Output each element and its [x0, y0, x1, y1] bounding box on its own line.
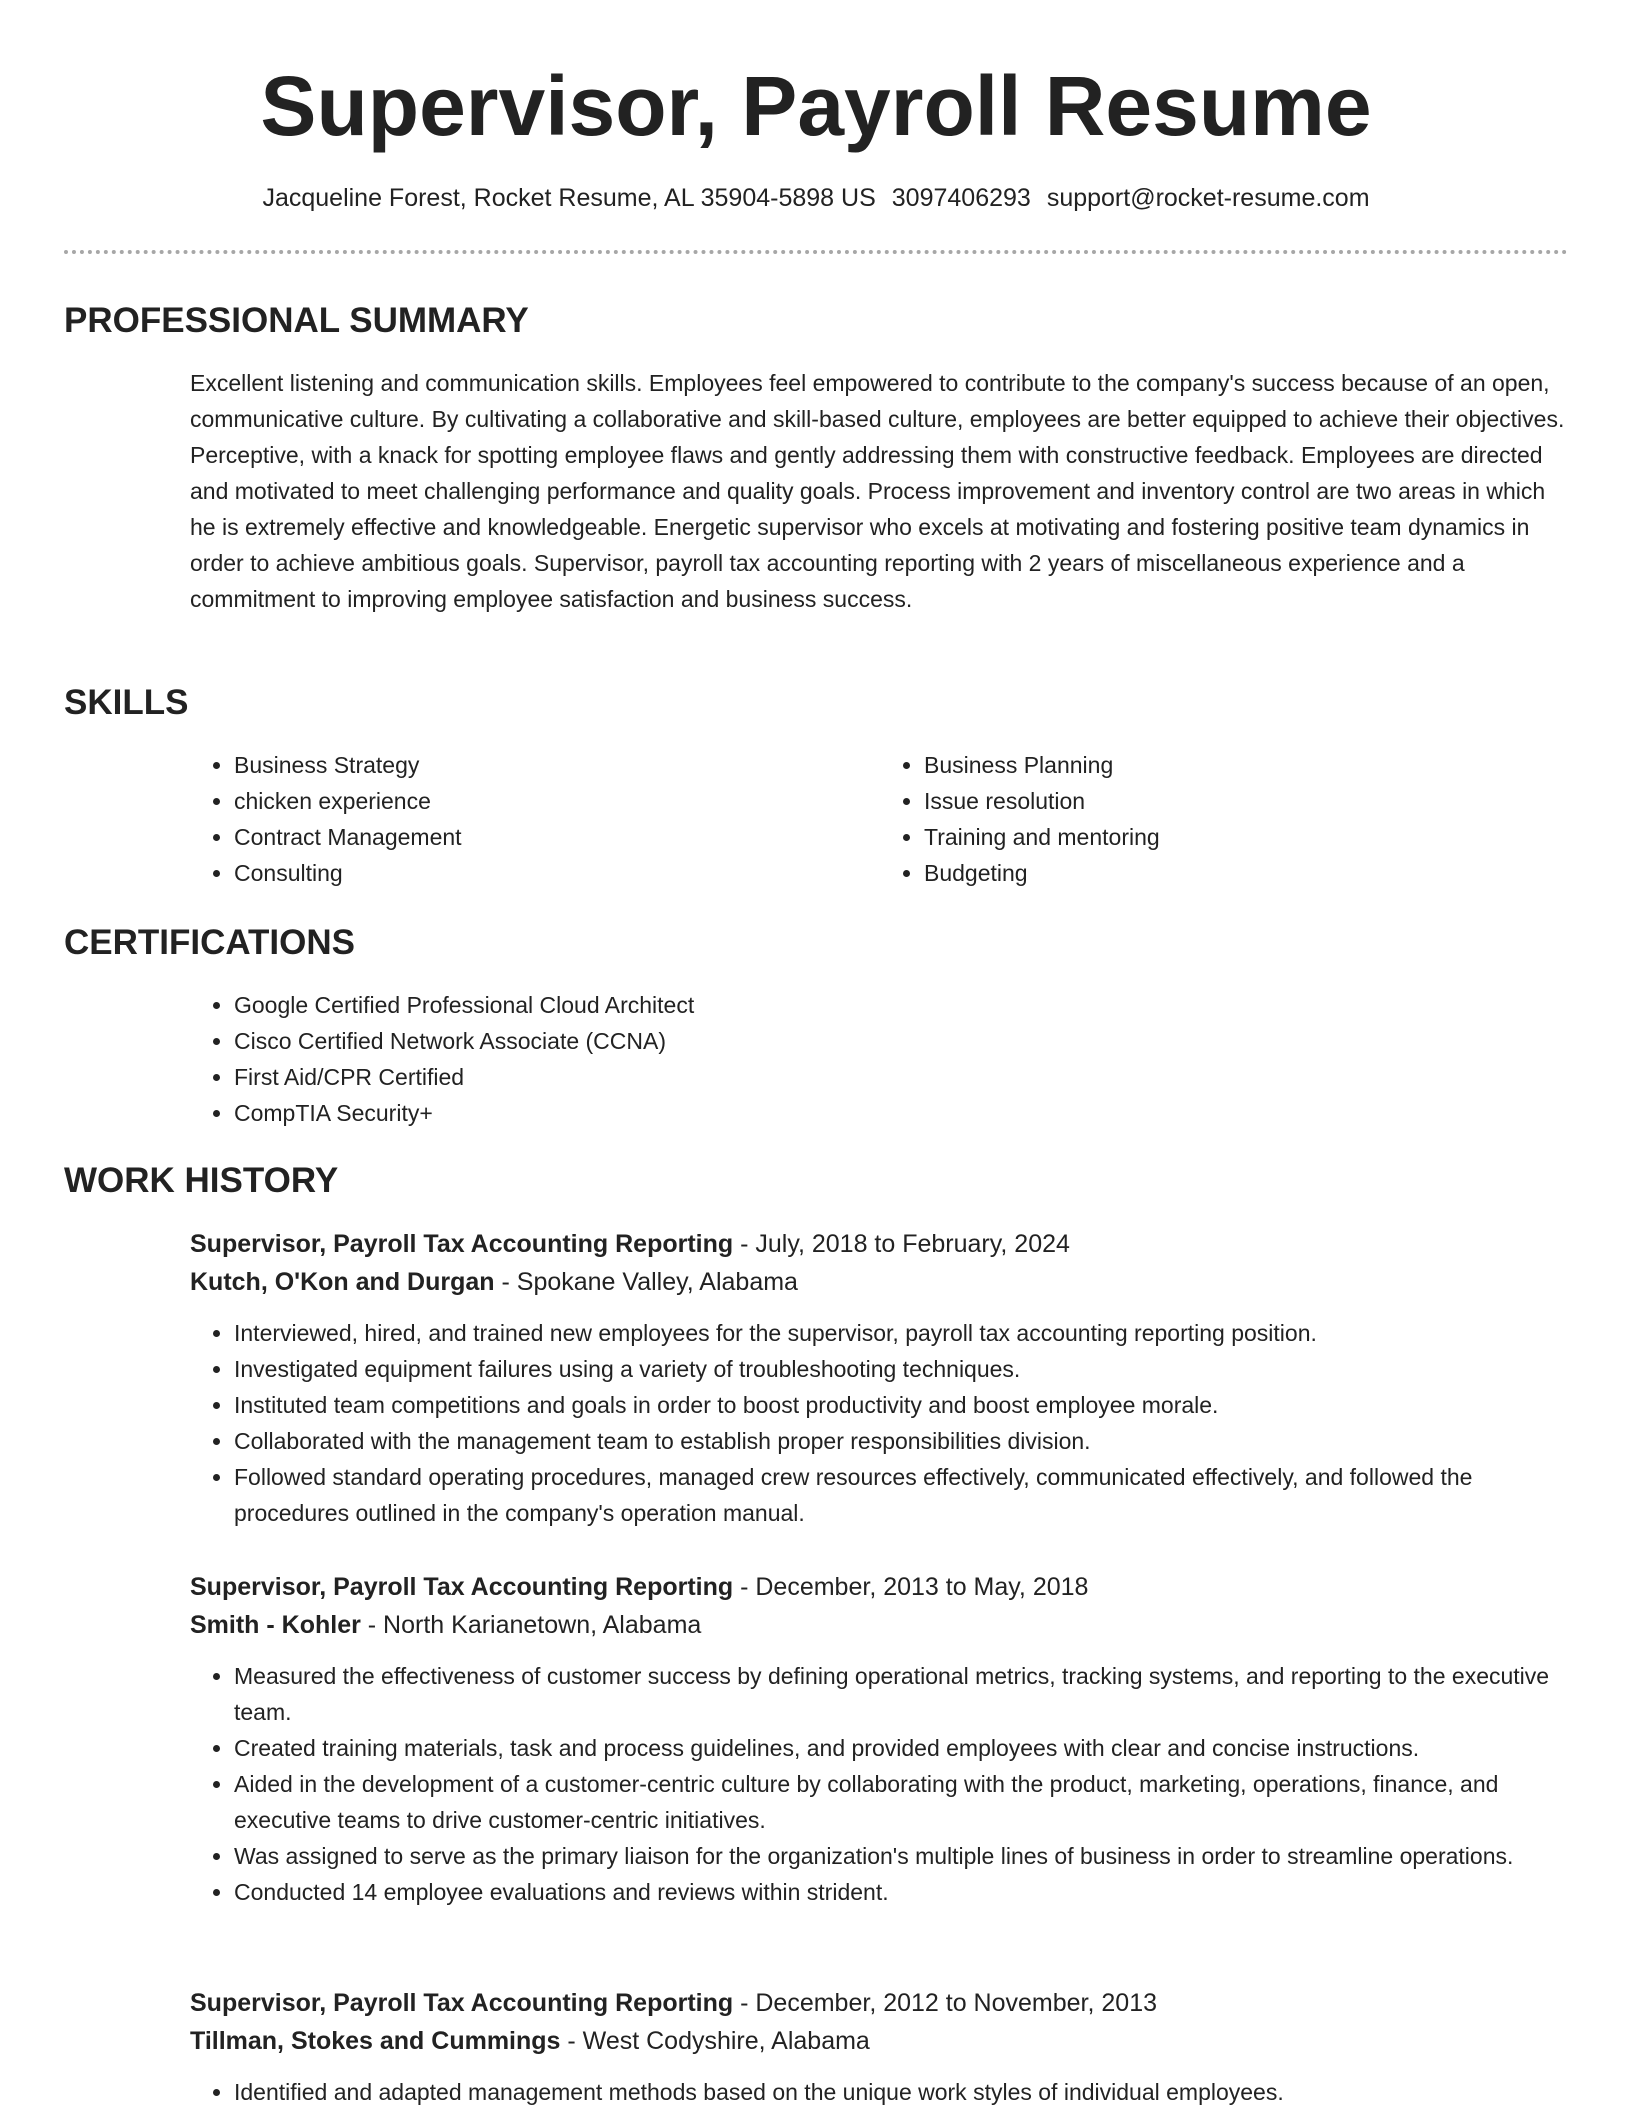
job-bullet: • Aided in the development of a customer-centric culture by collaborating with the product, marketing, operations, finance, and executive teams to drive customer-centric initiatives. [234, 1766, 1570, 1838]
certification-item: • Cisco Certified Network Associate (CCNA) [234, 1023, 1570, 1059]
job-bullet: • Collaborated with the management team to establish proper responsibilities division. [234, 1423, 1570, 1459]
job-location: - West Codyshire, Alabama [560, 2027, 870, 2055]
job-title-line [190, 1984, 1570, 2022]
contact-email[interactable]: support@rocket-resume.com [1046, 184, 1370, 212]
job-dates: - July, 2018 to February, 2024 [733, 1230, 1070, 1258]
job-bullets [190, 1658, 1570, 1910]
skill-item: • Contract Management [234, 819, 880, 855]
job-bullets [190, 2074, 1570, 2110]
job-dates: - December, 2013 to May, 2018 [733, 1573, 1089, 1601]
skills-heading: SKILLS [64, 683, 189, 722]
job-entry [190, 1568, 1570, 1910]
job-entry [190, 1225, 1570, 1531]
job-bullet: • Created training materials, task and process guidelines, and provided employees with clear and concise instructions. [234, 1730, 1570, 1766]
job-dates: - December, 2012 to November, 2013 [733, 1989, 1158, 2017]
job-bullet: • Measured the effectiveness of customer success by defining operational metrics, tracking systems, and reporting to the executive team. [234, 1658, 1570, 1730]
job-title-line [190, 1225, 1570, 1263]
skill-item: • Budgeting [924, 855, 1570, 891]
work-history-heading: WORK HISTORY [64, 1161, 339, 1200]
job-bullet: • Investigated equipment failures using a variety of troubleshooting techniques. [234, 1351, 1570, 1387]
job-title: Supervisor, Payroll Tax Accounting Reporting [190, 1573, 734, 1601]
skills-column-left [190, 747, 880, 891]
job-location: - North Karianetown, Alabama [360, 1611, 702, 1639]
skills-column-right [880, 747, 1570, 891]
skill-item: • Business Strategy [234, 747, 880, 783]
job-title: Supervisor, Payroll Tax Accounting Reporting [190, 1230, 734, 1258]
job-bullet: • Instituted team competitions and goals in order to boost productivity and boost employee morale. [234, 1387, 1570, 1423]
job-company: Smith - Kohler [190, 1611, 361, 1639]
job-bullet: • Conducted 14 employee evaluations and reviews within strident. [234, 1874, 1570, 1910]
summary-heading: PROFESSIONAL SUMMARY [64, 301, 529, 340]
job-bullet: • Followed standard operating procedures, managed crew resources effectively, communicated effectively, and followed the procedures outlined in the company's operation manual. [234, 1459, 1570, 1531]
job-company: Tillman, Stokes and Cummings [190, 2027, 561, 2055]
resume-title: Supervisor, Payroll Resume [260, 59, 1372, 153]
job-bullet: • Interviewed, hired, and trained new employees for the supervisor, payroll tax accounting reporting position. [234, 1315, 1570, 1351]
skill-item: • Training and mentoring [924, 819, 1570, 855]
contact-address: Jacqueline Forest, Rocket Resume, AL 35904-5898 US [262, 184, 876, 212]
certification-item: • First Aid/CPR Certified [234, 1059, 1570, 1095]
job-bullet: • Was assigned to serve as the primary liaison for the organization's multiple lines of business in order to streamline operations. [234, 1838, 1570, 1874]
contact-phone: 3097406293 [891, 184, 1031, 212]
skills-list [190, 747, 1570, 891]
contact-line [64, 180, 1568, 216]
certification-item: • Google Certified Professional Cloud Architect [234, 987, 1570, 1023]
certifications-heading: CERTIFICATIONS [64, 923, 356, 962]
job-company-line [190, 1606, 1570, 1644]
job-title: Supervisor, Payroll Tax Accounting Reporting [190, 1989, 734, 2017]
certifications-list [190, 987, 1570, 1131]
skill-item: • Consulting [234, 855, 880, 891]
job-company: Kutch, O'Kon and Durgan [190, 1268, 495, 1296]
job-title-line [190, 1568, 1570, 1606]
job-bullets [190, 1315, 1570, 1531]
header-divider [64, 250, 1568, 254]
summary-text: Excellent listening and communication skills. Employees feel empowered to contribute to the company's success because of an open, communicative culture. By cultivating a collaborative and skill-based culture, employees are better equipped to achieve their objectives. Perceptive, with a knack for spotting employee flaws and gently addressing them with constructive feedback. Employees are directed and motivated to meet challenging performance and quality goals. Process improvement and inventory control are two areas in which he is extremely effective and knowledgeable. Energetic supervisor who excels at motivating and fostering positive team dynamics in order to achieve ambitious goals. Supervisor, payroll tax accounting reporting with 2 years of miscellaneous experience and a commitment to improving employee satisfaction and business success. [190, 370, 1565, 612]
job-location: - Spokane Valley, Alabama [494, 1268, 798, 1296]
certification-item: • CompTIA Security+ [234, 1095, 1570, 1131]
job-company-line [190, 2022, 1570, 2060]
skill-item: • Business Planning [924, 747, 1570, 783]
skill-item: • chicken experience [234, 783, 880, 819]
job-company-line [190, 1263, 1570, 1301]
job-entry [190, 1984, 1570, 2110]
job-bullet: • Identified and adapted management methods based on the unique work styles of individual employees. [234, 2074, 1570, 2110]
skill-item: • Issue resolution [924, 783, 1570, 819]
